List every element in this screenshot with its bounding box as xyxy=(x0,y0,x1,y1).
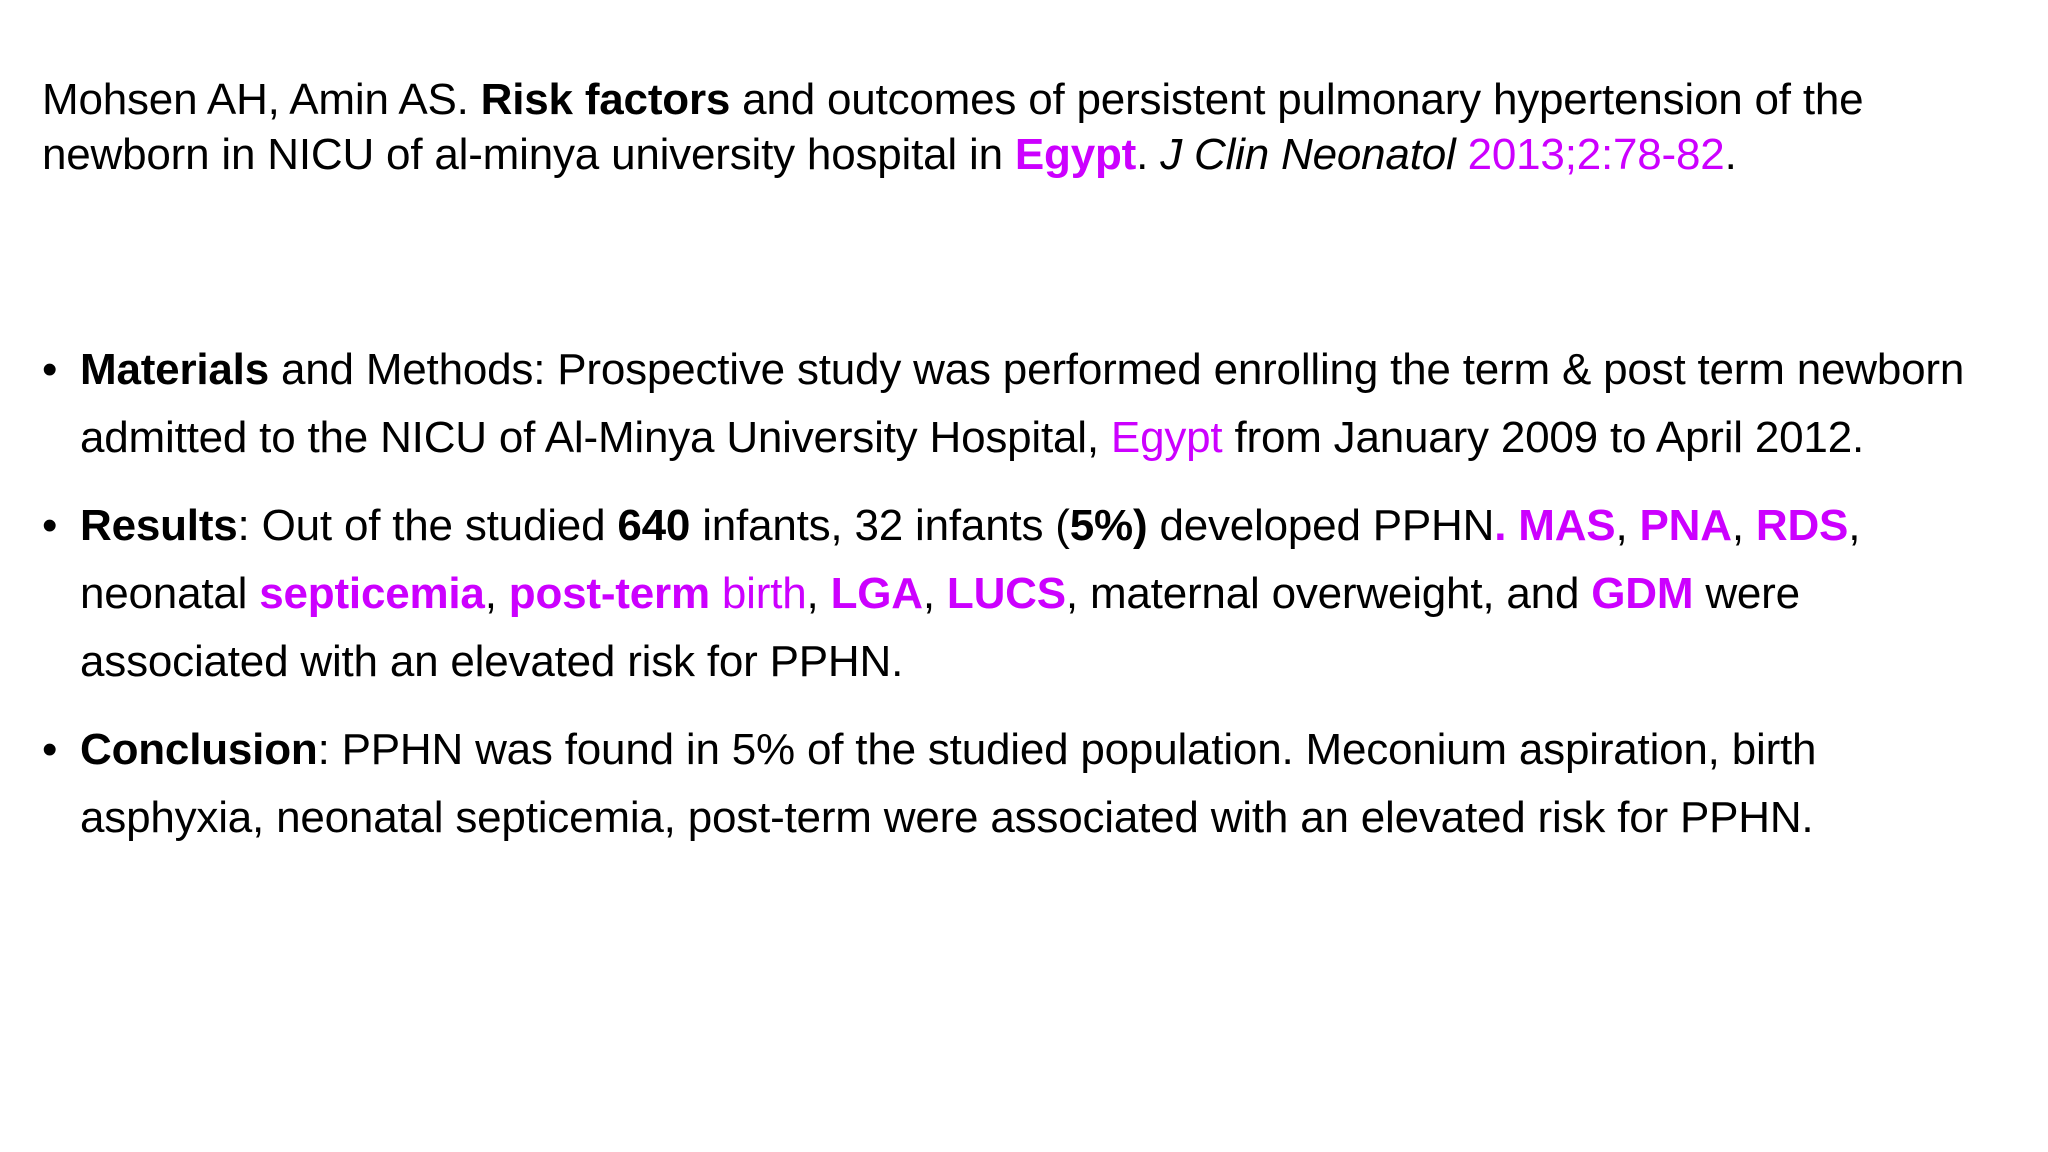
results-gdm: GDM xyxy=(1591,569,1694,618)
results-text-4: , neonatal xyxy=(80,501,1861,618)
bullet-dot-icon: • xyxy=(42,725,58,774)
results-text-3: developed PPHN xyxy=(1147,501,1495,550)
citation-authors: Mohsen AH, Amin AS. xyxy=(42,75,481,124)
results-text-5: , maternal overweight, and xyxy=(1065,569,1592,618)
results-birth: birth xyxy=(709,569,807,618)
materials-country: Egypt xyxy=(1110,413,1223,462)
citation xyxy=(42,72,2002,182)
citation-title-bold: Risk factors xyxy=(480,75,731,124)
citation-space xyxy=(1456,130,1468,179)
bullet-dot-icon: • xyxy=(42,345,58,394)
abstract-bullet-list xyxy=(42,336,2002,872)
results-rds: RDS xyxy=(1755,501,1849,550)
bullet-dot-icon: • xyxy=(42,501,58,550)
results-text-1: : Out of the studied xyxy=(237,501,618,550)
results-text-6: were associated with an elevated risk for PPHN. xyxy=(80,569,1800,686)
bullet-conclusion xyxy=(42,716,2002,852)
materials-text-1: and Methods: Prospective study was performed enrolling the term & post term newborn admitted to the NICU of Al-Minya University Hospital, xyxy=(80,345,1965,462)
citation-volume: 2013;2:78-82 xyxy=(1467,130,1725,179)
materials-label: Materials xyxy=(80,345,269,394)
conclusion-text: : PPHN was found in 5% of the studied population. Meconium aspiration, birth asphyxia, neonatal septicemia, post-term were associated with an elevated risk for PPHN. xyxy=(80,725,1817,842)
results-comma-5: , xyxy=(922,569,947,618)
results-lga: LGA xyxy=(830,569,923,618)
results-lucs: LUCS xyxy=(946,569,1066,618)
results-total-infants: 640 xyxy=(617,501,691,550)
citation-separator: . xyxy=(1136,130,1161,179)
results-text-2: infants, 32 infants ( xyxy=(690,501,1070,550)
results-pna: PNA xyxy=(1639,501,1732,550)
citation-title-rest: and outcomes of persistent pulmonary hypertension of the newborn in NICU of al-minya university hospital in xyxy=(42,75,1864,179)
citation-journal: J Clin Neonatol xyxy=(1160,130,1456,179)
conclusion-label: Conclusion xyxy=(80,725,318,774)
results-comma-1: , xyxy=(1615,501,1640,550)
results-label: Results xyxy=(80,501,238,550)
results-comma-3: , xyxy=(484,569,509,618)
bullet-materials xyxy=(42,336,2002,472)
materials-text-2: from January 2009 to April 2012. xyxy=(1222,413,1864,462)
citation-country: Egypt xyxy=(1014,130,1137,179)
results-post-term: post-term xyxy=(508,569,710,618)
results-percent: 5%) xyxy=(1069,501,1148,550)
results-comma-4: , xyxy=(806,569,831,618)
results-comma-2: , xyxy=(1731,501,1756,550)
results-septicemia: septicemia xyxy=(259,569,485,618)
results-mas: . MAS xyxy=(1494,501,1616,550)
citation-end: . xyxy=(1724,130,1737,179)
bullet-results xyxy=(42,492,2002,696)
